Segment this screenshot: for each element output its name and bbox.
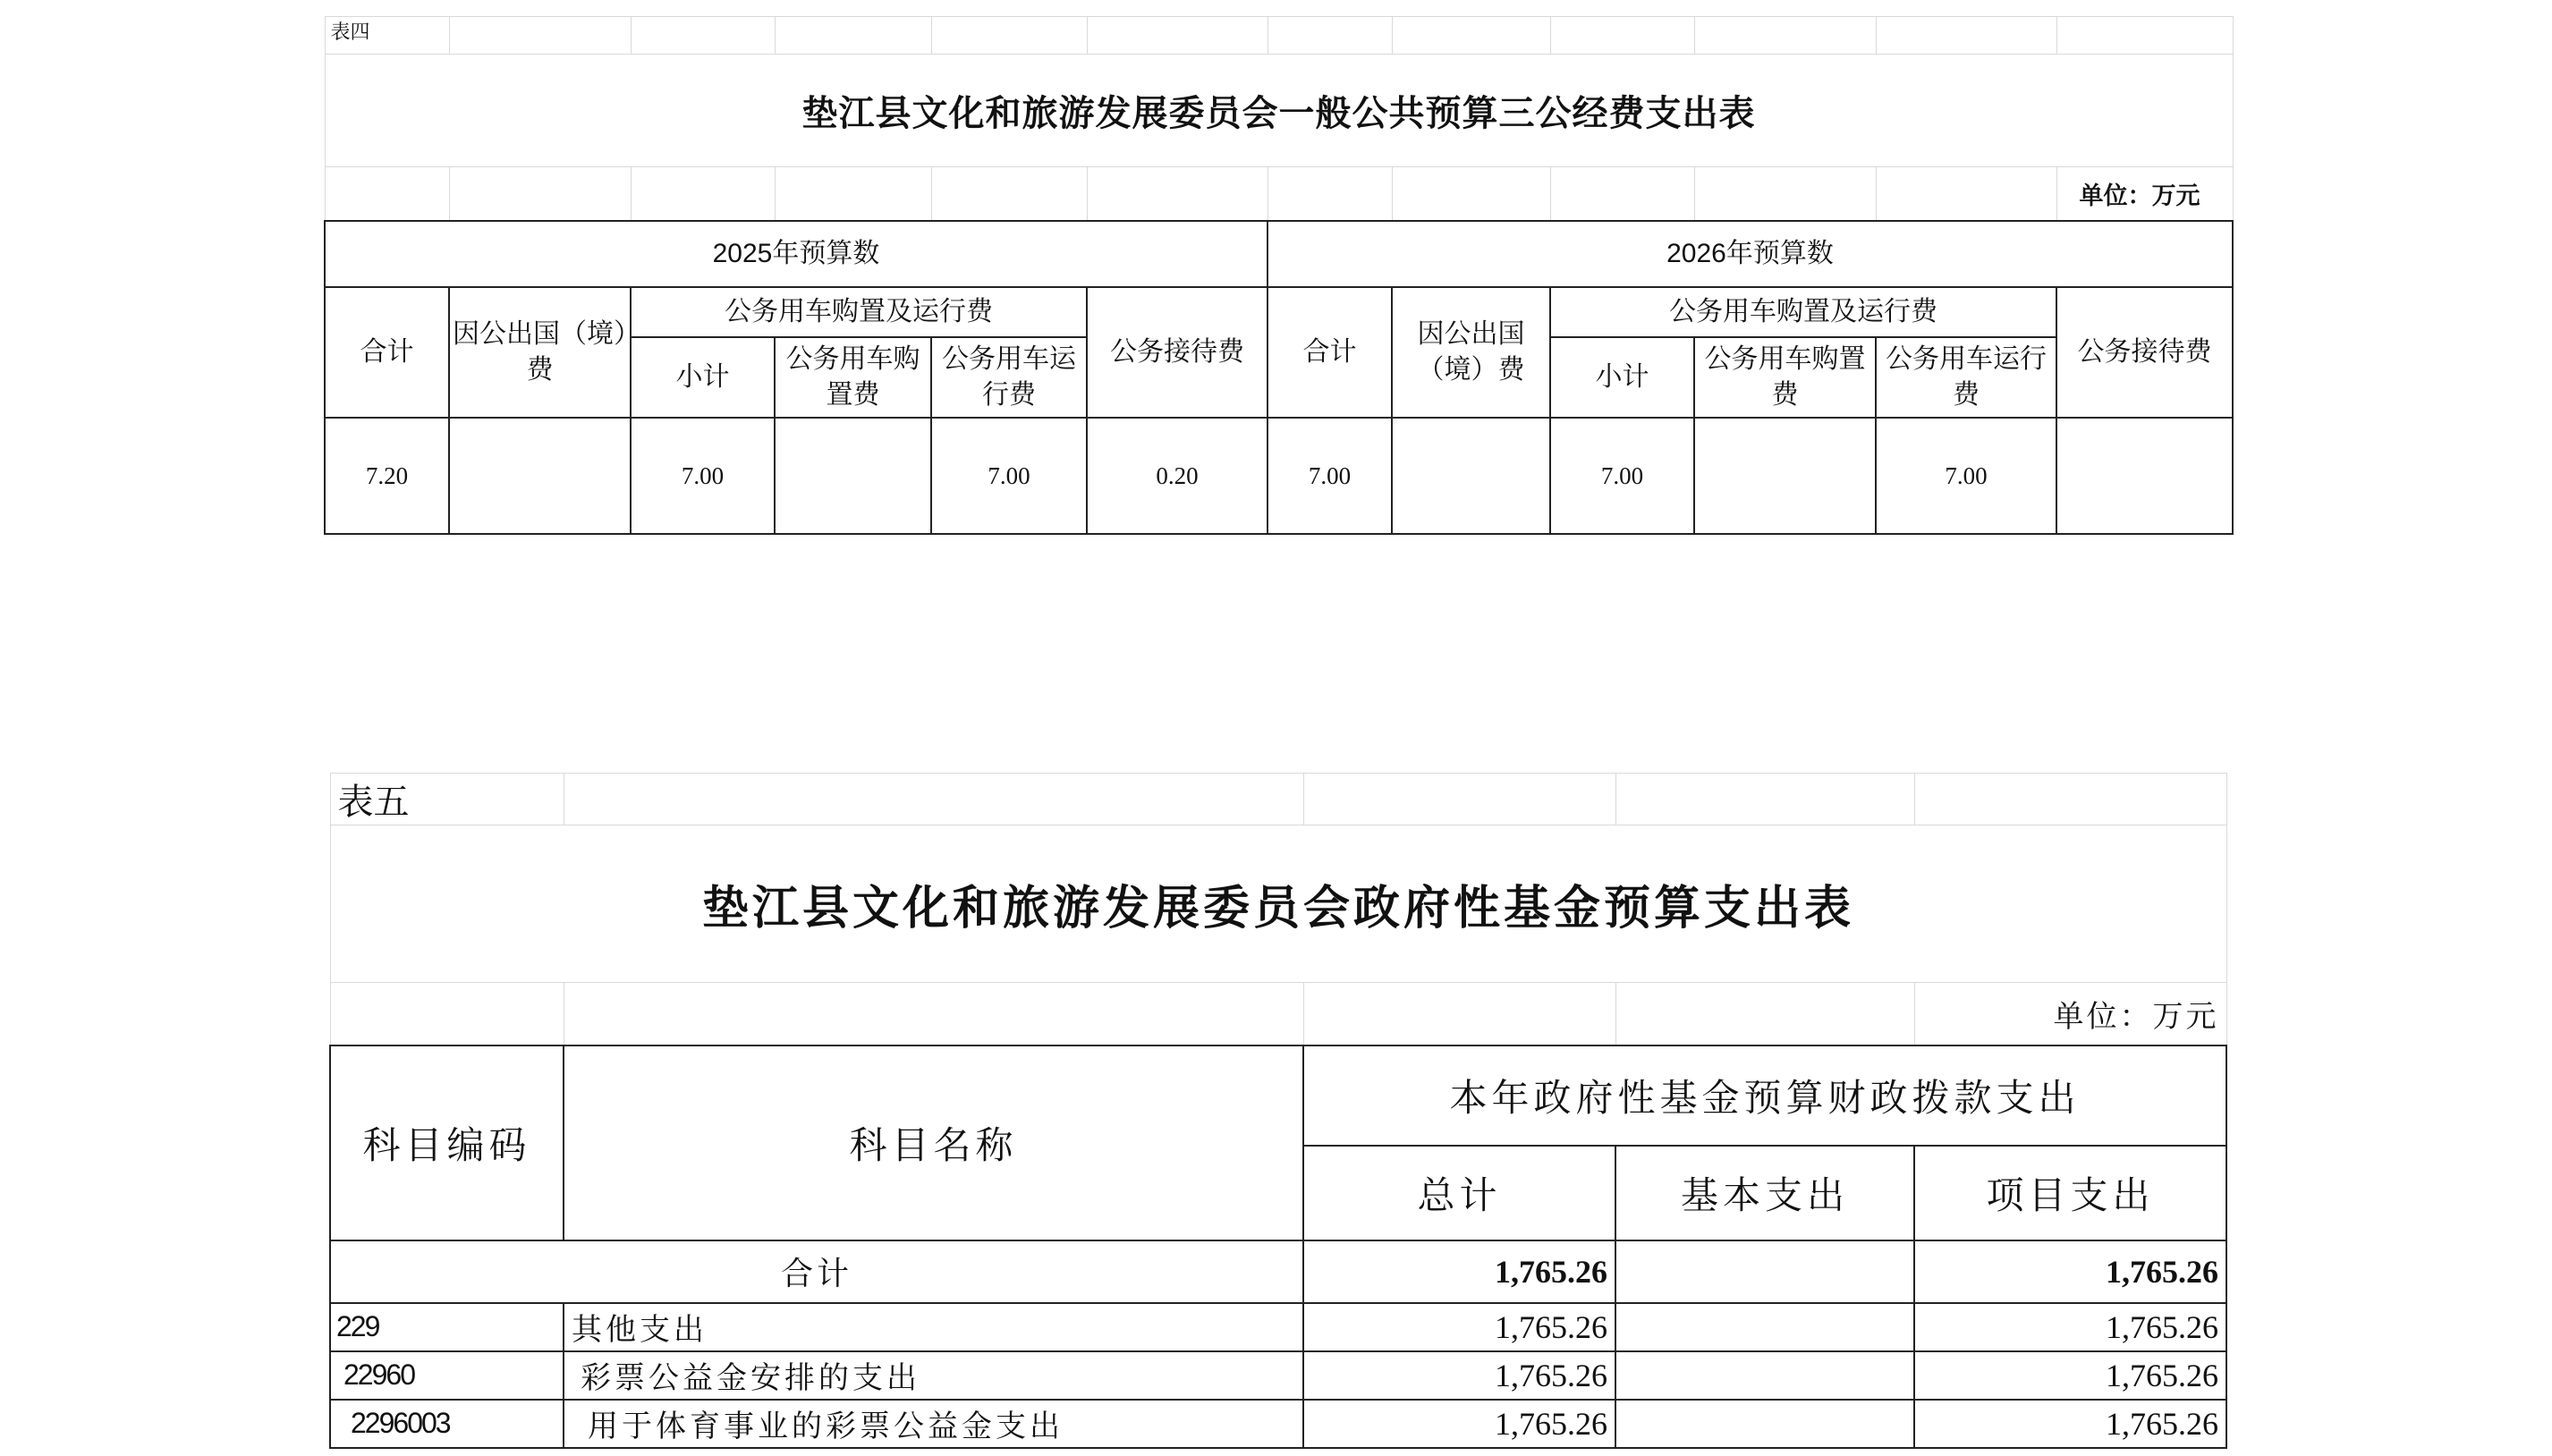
table-four-title: 垫江县文化和旅游发展委员会一般公共预算三公经费支出表 <box>325 55 2233 167</box>
table-five-unit: 单位：万元 <box>1914 983 2226 1045</box>
row-project: 1,765.26 <box>1914 1303 2226 1351</box>
row-project: 1,765.26 <box>1914 1351 2226 1400</box>
value-purchase-2025 <box>775 418 931 534</box>
col-grand-total: 总计 <box>1303 1146 1615 1240</box>
col-subtotal-2026: 小计 <box>1550 337 1694 418</box>
table-five <box>329 773 2227 1449</box>
total-row-label: 合计 <box>330 1240 1303 1303</box>
value-subtotal-2026: 7.00 <box>1550 418 1694 534</box>
col-abroad-2025: 因公出国（境）费 <box>449 287 631 418</box>
row-total: 1,765.26 <box>1303 1303 1615 1351</box>
col-vehicle-group-2026: 公务用车购置及运行费 <box>1550 287 2056 337</box>
col-abroad-2026: 因公出国（境）费 <box>1392 287 1550 418</box>
col-subtotal-2025: 小计 <box>631 337 775 418</box>
value-abroad-2026 <box>1392 418 1550 534</box>
value-reception-2025: 0.20 <box>1087 418 1268 534</box>
row-name: 彩票公益金安排的支出 <box>564 1351 1303 1400</box>
total-row-total: 1,765.26 <box>1303 1240 1615 1303</box>
value-subtotal-2025: 7.00 <box>631 418 775 534</box>
value-total-2025: 7.20 <box>325 418 449 534</box>
table-five-title: 垫江县文化和旅游发展委员会政府性基金预算支出表 <box>330 825 2226 983</box>
row-name: 其他支出 <box>564 1303 1303 1351</box>
row-code: 2296003 <box>330 1400 564 1448</box>
col-total-2025: 合计 <box>325 287 449 418</box>
col-project-expenditure: 项目支出 <box>1914 1146 2226 1240</box>
col-vehicle-group-2025: 公务用车购置及运行费 <box>631 287 1087 337</box>
table-row <box>330 1351 2226 1400</box>
col-group-fund-appropriation: 本年政府性基金预算财政拨款支出 <box>1303 1045 2226 1146</box>
table-four <box>324 16 2234 535</box>
value-operation-2025: 7.00 <box>931 418 1087 534</box>
col-name: 科目名称 <box>564 1045 1303 1240</box>
row-code: 22960 <box>330 1351 564 1400</box>
total-row-project: 1,765.26 <box>1914 1240 2226 1303</box>
row-name: 用于体育事业的彩票公益金支出 <box>564 1400 1303 1448</box>
col-vehicle-operation-2026: 公务用车运行费 <box>1876 337 2056 418</box>
value-total-2026: 7.00 <box>1268 418 1392 534</box>
col-vehicle-purchase-2025: 公务用车购置费 <box>775 337 931 418</box>
col-basic-expenditure: 基本支出 <box>1615 1146 1914 1240</box>
row-basic <box>1615 1351 1914 1400</box>
col-vehicle-purchase-2026: 公务用车购置费 <box>1694 337 1876 418</box>
row-basic <box>1615 1303 1914 1351</box>
table-row <box>330 1303 2226 1351</box>
table-four-tag: 表四 <box>325 17 449 55</box>
row-total: 1,765.26 <box>1303 1400 1615 1448</box>
value-abroad-2025 <box>449 418 631 534</box>
total-row-basic <box>1615 1240 1914 1303</box>
table-row <box>330 1400 2226 1448</box>
value-reception-2026 <box>2056 418 2233 534</box>
total-row <box>330 1240 2226 1303</box>
col-code: 科目编码 <box>330 1045 564 1240</box>
col-total-2026: 合计 <box>1268 287 1392 418</box>
row-basic <box>1615 1400 1914 1448</box>
row-project: 1,765.26 <box>1914 1400 2226 1448</box>
row-total: 1,765.26 <box>1303 1351 1615 1400</box>
year-2025-header: 2025年预算数 <box>325 221 1268 287</box>
col-reception-2025: 公务接待费 <box>1087 287 1268 418</box>
year-2026-header: 2026年预算数 <box>1268 221 2233 287</box>
value-purchase-2026 <box>1694 418 1876 534</box>
table-five-tag: 表五 <box>330 774 564 825</box>
value-operation-2026: 7.00 <box>1876 418 2056 534</box>
col-vehicle-operation-2025: 公务用车运行费 <box>931 337 1087 418</box>
table-four-unit: 单位：万元 <box>2056 167 2233 221</box>
col-reception-2026: 公务接待费 <box>2056 287 2233 418</box>
row-code: 229 <box>330 1303 564 1351</box>
table-four-data-row <box>325 418 2233 534</box>
